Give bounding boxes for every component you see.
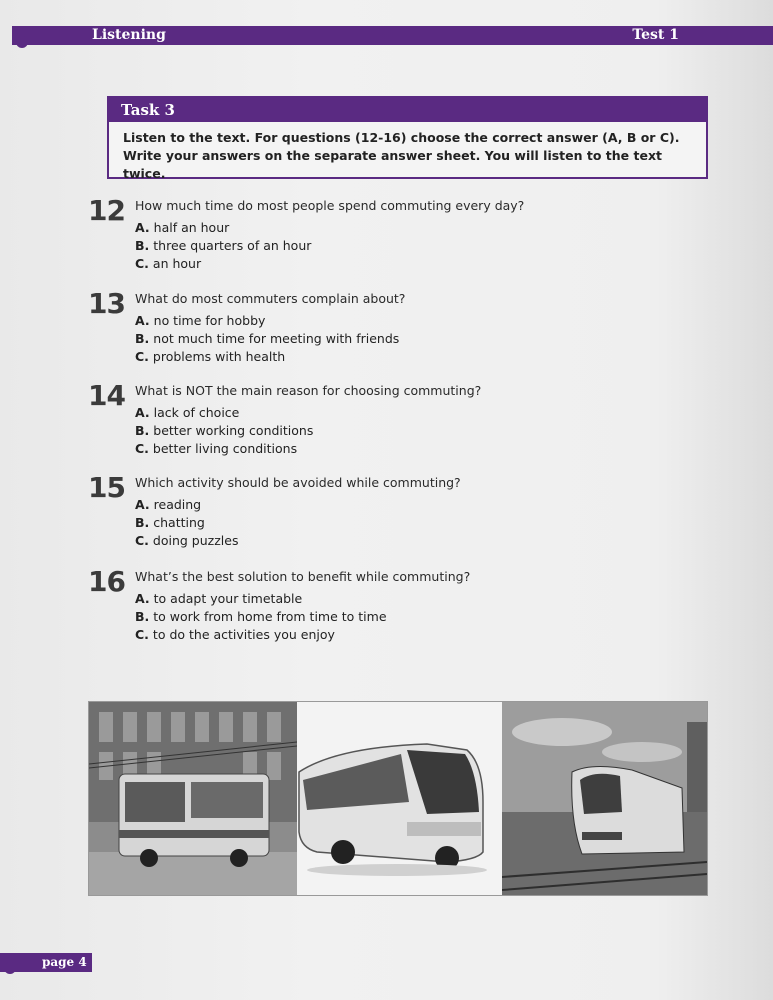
question-text: What is NOT the main reason for choosing commuting?: [135, 383, 482, 398]
option-text: better working conditions: [153, 423, 314, 438]
option-letter: C.: [135, 533, 149, 548]
question-text: How much time do most people spend commuting every day?: [135, 198, 525, 213]
option-letter: B.: [135, 423, 150, 438]
option-letter: A.: [135, 591, 150, 606]
option-text: to do the activities you enjoy: [152, 627, 335, 642]
option-c: [135, 533, 238, 548]
option-letter: C.: [135, 349, 149, 364]
option-text: three quarters of an hour: [153, 238, 312, 253]
photo-strip: [88, 701, 708, 896]
option-text: lack of choice: [153, 405, 240, 420]
option-letter: B.: [135, 331, 150, 346]
option-a: [135, 405, 239, 420]
question-text: What’s the best solution to benefit while commuting?: [135, 569, 471, 584]
question-number: 15: [88, 471, 125, 504]
footer-bullet: [4, 962, 16, 974]
option-text: to adapt your timetable: [153, 591, 303, 606]
option-letter: B.: [135, 609, 150, 624]
option-text: better living conditions: [152, 441, 298, 456]
option-a: [135, 313, 265, 328]
question-number: 14: [88, 379, 125, 412]
option-letter: A.: [135, 497, 150, 512]
option-text: not much time for meeting with friends: [153, 331, 400, 346]
option-b: [135, 238, 311, 253]
header-bullet: [16, 36, 28, 48]
option-letter: A.: [135, 405, 150, 420]
option-c: [135, 627, 335, 642]
option-a: [135, 591, 302, 606]
option-b: [135, 331, 399, 346]
question-number: 12: [88, 194, 125, 227]
option-letter: C.: [135, 441, 149, 456]
option-b: [135, 609, 387, 624]
option-letter: C.: [135, 256, 149, 271]
test-title: Test 1: [632, 27, 679, 43]
task-title: Task 3: [109, 98, 706, 122]
option-text: no time for hobby: [153, 313, 266, 328]
option-text: reading: [153, 497, 202, 512]
option-b: [135, 515, 205, 530]
question-text: Which activity should be avoided while commuting?: [135, 475, 461, 490]
question-number: 16: [88, 565, 125, 598]
option-text: chatting: [153, 515, 205, 530]
option-letter: B.: [135, 238, 150, 253]
option-a: [135, 497, 201, 512]
option-c: [135, 441, 297, 456]
page-number: page 4: [42, 955, 87, 969]
train-photo: [502, 702, 707, 895]
trolleybus-photo: [89, 702, 297, 895]
option-b: [135, 423, 313, 438]
section-title: Listening: [92, 27, 166, 43]
question-text: What do most commuters complain about?: [135, 291, 406, 306]
option-c: [135, 349, 285, 364]
option-letter: B.: [135, 515, 150, 530]
question-number: 13: [88, 287, 125, 320]
option-letter: A.: [135, 313, 150, 328]
task-instructions: Listen to the text. For questions (12-16) choose the correct answer (A, B or C). Write your answers on the separate answer sheet. You will listen to the text twice.: [123, 130, 680, 181]
option-c: [135, 256, 201, 271]
option-letter: C.: [135, 627, 149, 642]
option-text: half an hour: [153, 220, 230, 235]
option-letter: A.: [135, 220, 150, 235]
option-text: to work from home from time to time: [153, 609, 387, 624]
option-text: an hour: [152, 256, 202, 271]
coach-bus-photo: [297, 702, 502, 895]
option-text: problems with health: [152, 349, 286, 364]
option-text: doing puzzles: [152, 533, 239, 548]
option-a: [135, 220, 229, 235]
task-box: [107, 96, 708, 179]
